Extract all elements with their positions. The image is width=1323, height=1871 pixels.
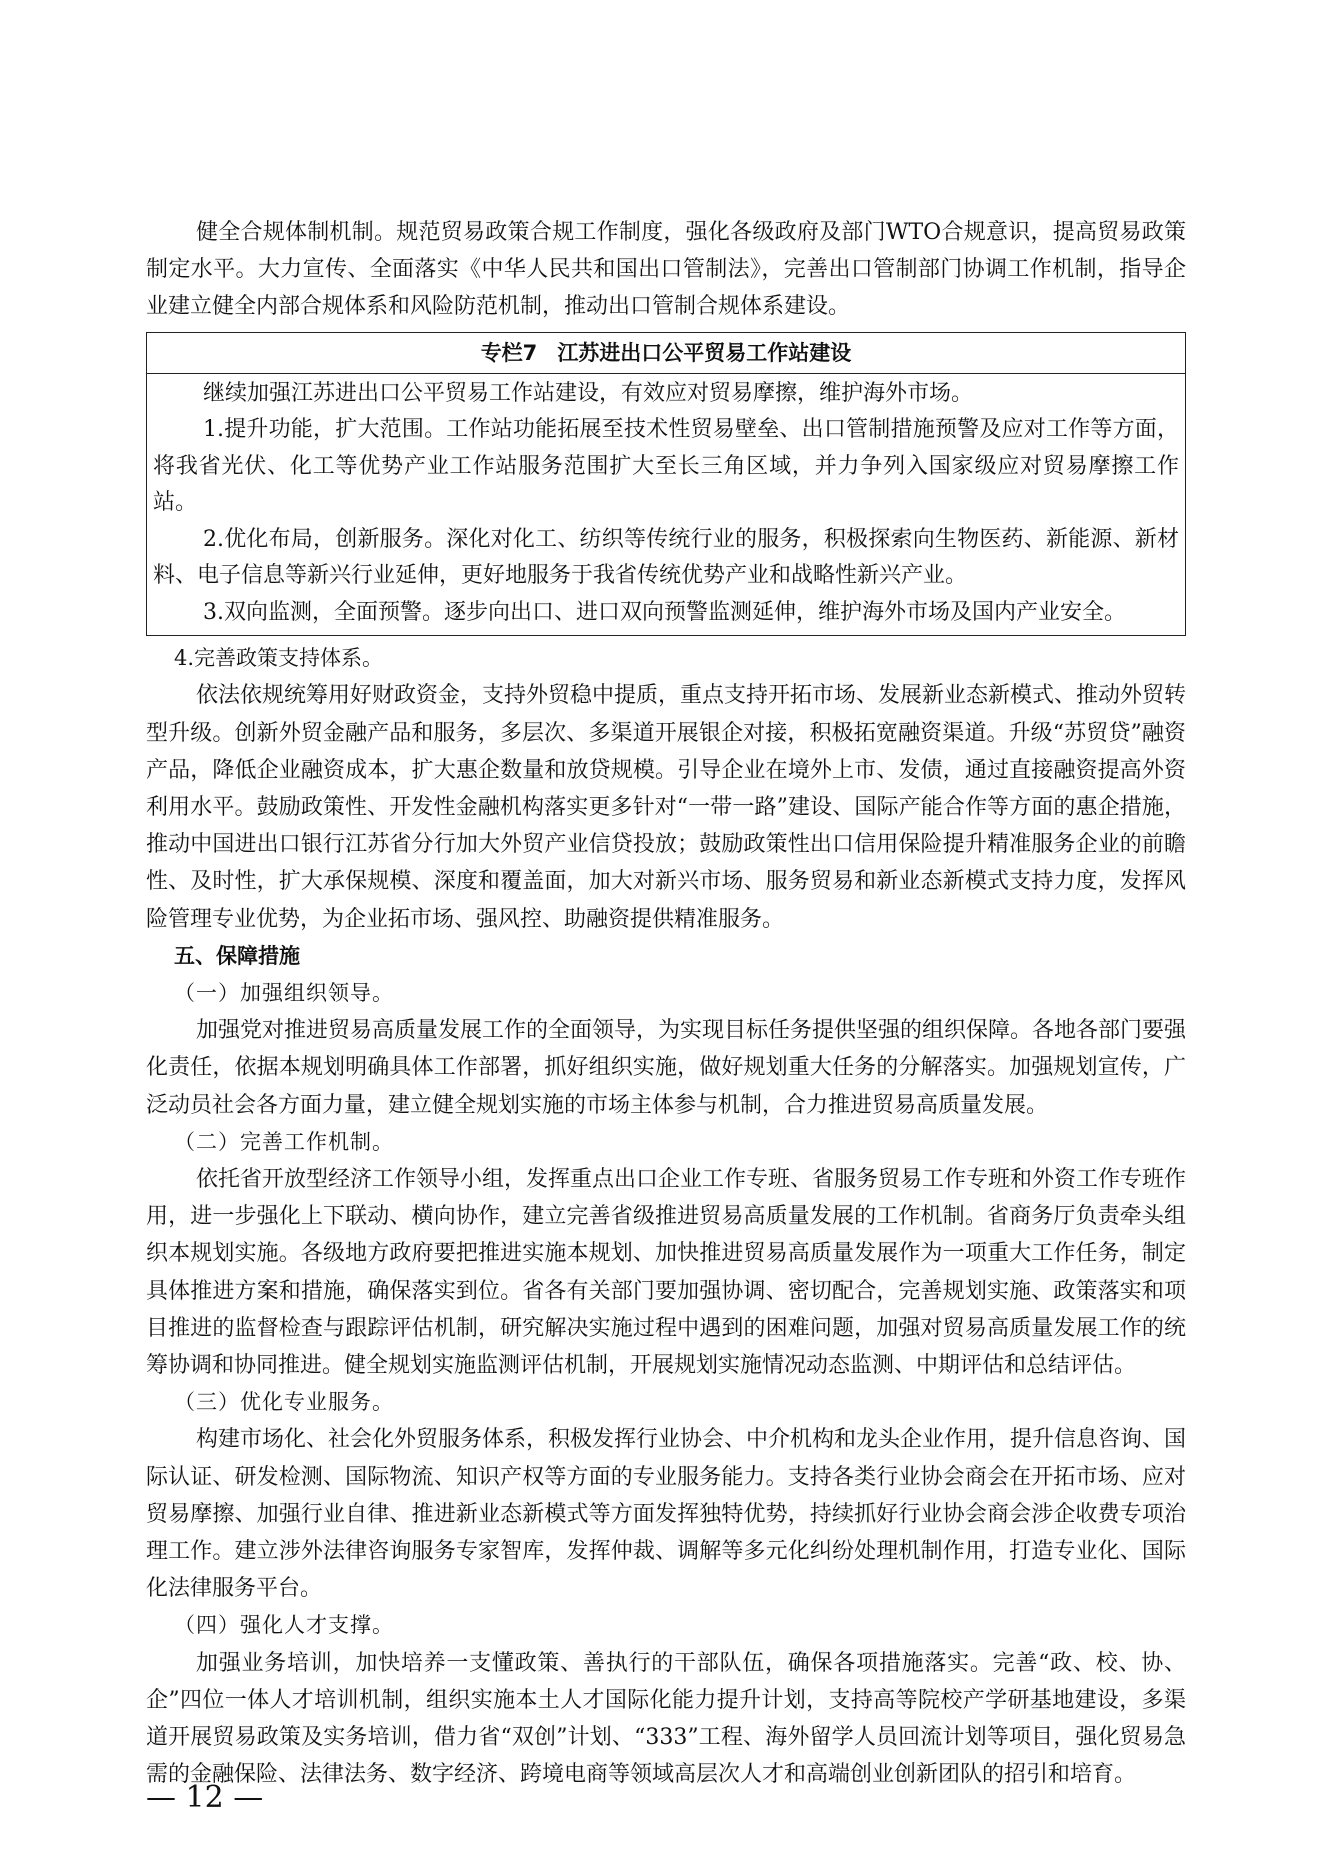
section-4-heading: 4.完善政策支持体系。 bbox=[174, 646, 384, 671]
subsection-heading: （三）优化专业服务。 bbox=[174, 1390, 394, 1415]
subsection-paragraph: 构建市场化、社会化外贸服务体系，积极发挥行业协会、中介机构和龙头企业作用，提升信息咨询、国际认证、研发检测、国际物流、知识产权等方面的专业服务能力。支持各类行业协会商会在开拓市场、应对贸易摩擦、加强行业自律、推进新业态新模式等方面发挥独特优势，持续抓好行业协会商会涉企收费专项治理工作。建立涉外法律咨询服务专家智库，发挥仲裁、调解等多元化纠纷处理机制作用，打造专业化、国际化法律服务平台。 bbox=[146, 1427, 1187, 1602]
subsection-paragraph: 加强业务培训，加快培养一支懂政策、善执行的干部队伍，确保各项措施落实。完善“政、校、协、企”四位一体人才培训机制，组织实施本土人才国际化能力提升计划，支持高等院校产学研基地建设，多渠道开展贸易政策及实务培训，借力省“双创”计划、“333”工程、海外留学人员回流计划等项目，强化贸易急需的金融保险、法律法务、数字经济、跨境电商等领域高层次人才和高端创业创新团队的招引和培育。 bbox=[146, 1650, 1186, 1788]
document-page bbox=[146, 214, 1186, 1793]
subsection-heading: （四）强化人才支撑。 bbox=[174, 1613, 394, 1638]
column-box-heading: 江苏进出口公平贸易工作站建设 bbox=[557, 340, 852, 365]
section-4-paragraph: 依法依规统筹用好财政资金，支持外贸稳中提质，重点支持开拓市场、发展新业态新模式、推动外贸转型升级。创新外贸金融产品和服务，多层次、多渠道开展银企对接，积极拓宽融资渠道。升级“苏贸贷”融资产品，降低企业融资成本，扩大惠企数量和放贷规模。引导企业在境外上市、发债，通过直接融资提高外资利用水平。鼓励政策性、开发性金融机构落实更多针对“一带一路”建设、国际产能合作等方面的惠企措施，推动中国进出口银行江苏省分行加大外贸产业信贷投放；鼓励政策性出口信用保险提升精准服务企业的前瞻性、及时性，扩大承保规模、深度和覆盖面，加大对新兴市场、服务贸易和新业态新模式支持力度，发挥风险管理专业优势，为企业拓市场、强风控、助融资提供精准服务。 bbox=[146, 683, 1187, 932]
column-box-paragraph: 1.提升功能，扩大范围。工作站功能拓展至技术性贸易壁垒、出口管制措施预警及应对工作等方面，将我省光伏、化工等优势产业工作站服务范围扩大至长三角区域，并力争列入国家级应对贸易摩擦工作站。 bbox=[153, 417, 1179, 516]
section-5-heading: 五、保障措施 bbox=[174, 943, 300, 968]
subsection-heading: （二）完善工作机制。 bbox=[174, 1129, 394, 1154]
column-box bbox=[146, 332, 1186, 637]
column-box-title bbox=[147, 333, 1185, 374]
column-box-label: 专栏7 bbox=[480, 340, 538, 365]
column-box-paragraph: 2.优化布局，创新服务。深化对化工、纺织等传统行业的服务，积极探索向生物医药、新能源、新材料、电子信息等新兴行业延伸，更好地服务于我省传统优势产业和战略性新兴产业。 bbox=[153, 526, 1179, 589]
column-box-paragraph: 继续加强江苏进出口公平贸易工作站建设，有效应对贸易摩擦，维护海外市场。 bbox=[203, 380, 974, 406]
subsection-heading: （一）加强组织领导。 bbox=[174, 980, 394, 1005]
intro-paragraph: 健全合规体制机制。规范贸易政策合规工作制度，强化各级政府及部门WTO合规意识，提高贸易政策制定水平。大力宣传、全面落实《中华人民共和国出口管制法》，完善出口管制部门协调工作机制，指导企业建立健全内部合规体系和风险防范机制，推动出口管制合规体系建设。 bbox=[146, 220, 1186, 320]
column-box-body bbox=[147, 374, 1185, 636]
subsection-paragraph: 依托省开放型经济工作领导小组，发挥重点出口企业工作专班、省服务贸易工作专班和外资工作专班作用，进一步强化上下联动、横向协作，建立完善省级推进贸易高质量发展的工作机制。省商务厅负责牵头组织本规划实施。各级地方政府要把推进实施本规划、加快推进贸易高质量发展作为一项重大工作任务，制定具体推进方案和措施，确保落实到位。省各有关部门要加强协调、密切配合，完善规划实施、政策落实和项目推进的监督检查与跟踪评估机制，研究解决实施过程中遇到的困难问题，加强对贸易高质量发展工作的统筹协调和协同推进。健全规划实施监测评估机制，开展规划实施情况动态监测、中期评估和总结评估。 bbox=[146, 1166, 1187, 1378]
column-box-paragraph: 3.双向监测，全面预警。逐步向出口、进口双向预警监测延伸，维护海外市场及国内产业安全。 bbox=[203, 599, 1126, 625]
subsection-paragraph: 加强党对推进贸易高质量发展工作的全面领导，为实现目标任务提供坚强的组织保障。各地各部门要强化责任，依据本规划明确具体工作部署，抓好组织实施，做好规划重大任务的分解落实。加强规划宣传，广泛动员社会各方面力量，建立健全规划实施的市场主体参与机制，合力推进贸易高质量发展。 bbox=[146, 1018, 1187, 1118]
page-number: — 12 — bbox=[146, 1780, 264, 1815]
